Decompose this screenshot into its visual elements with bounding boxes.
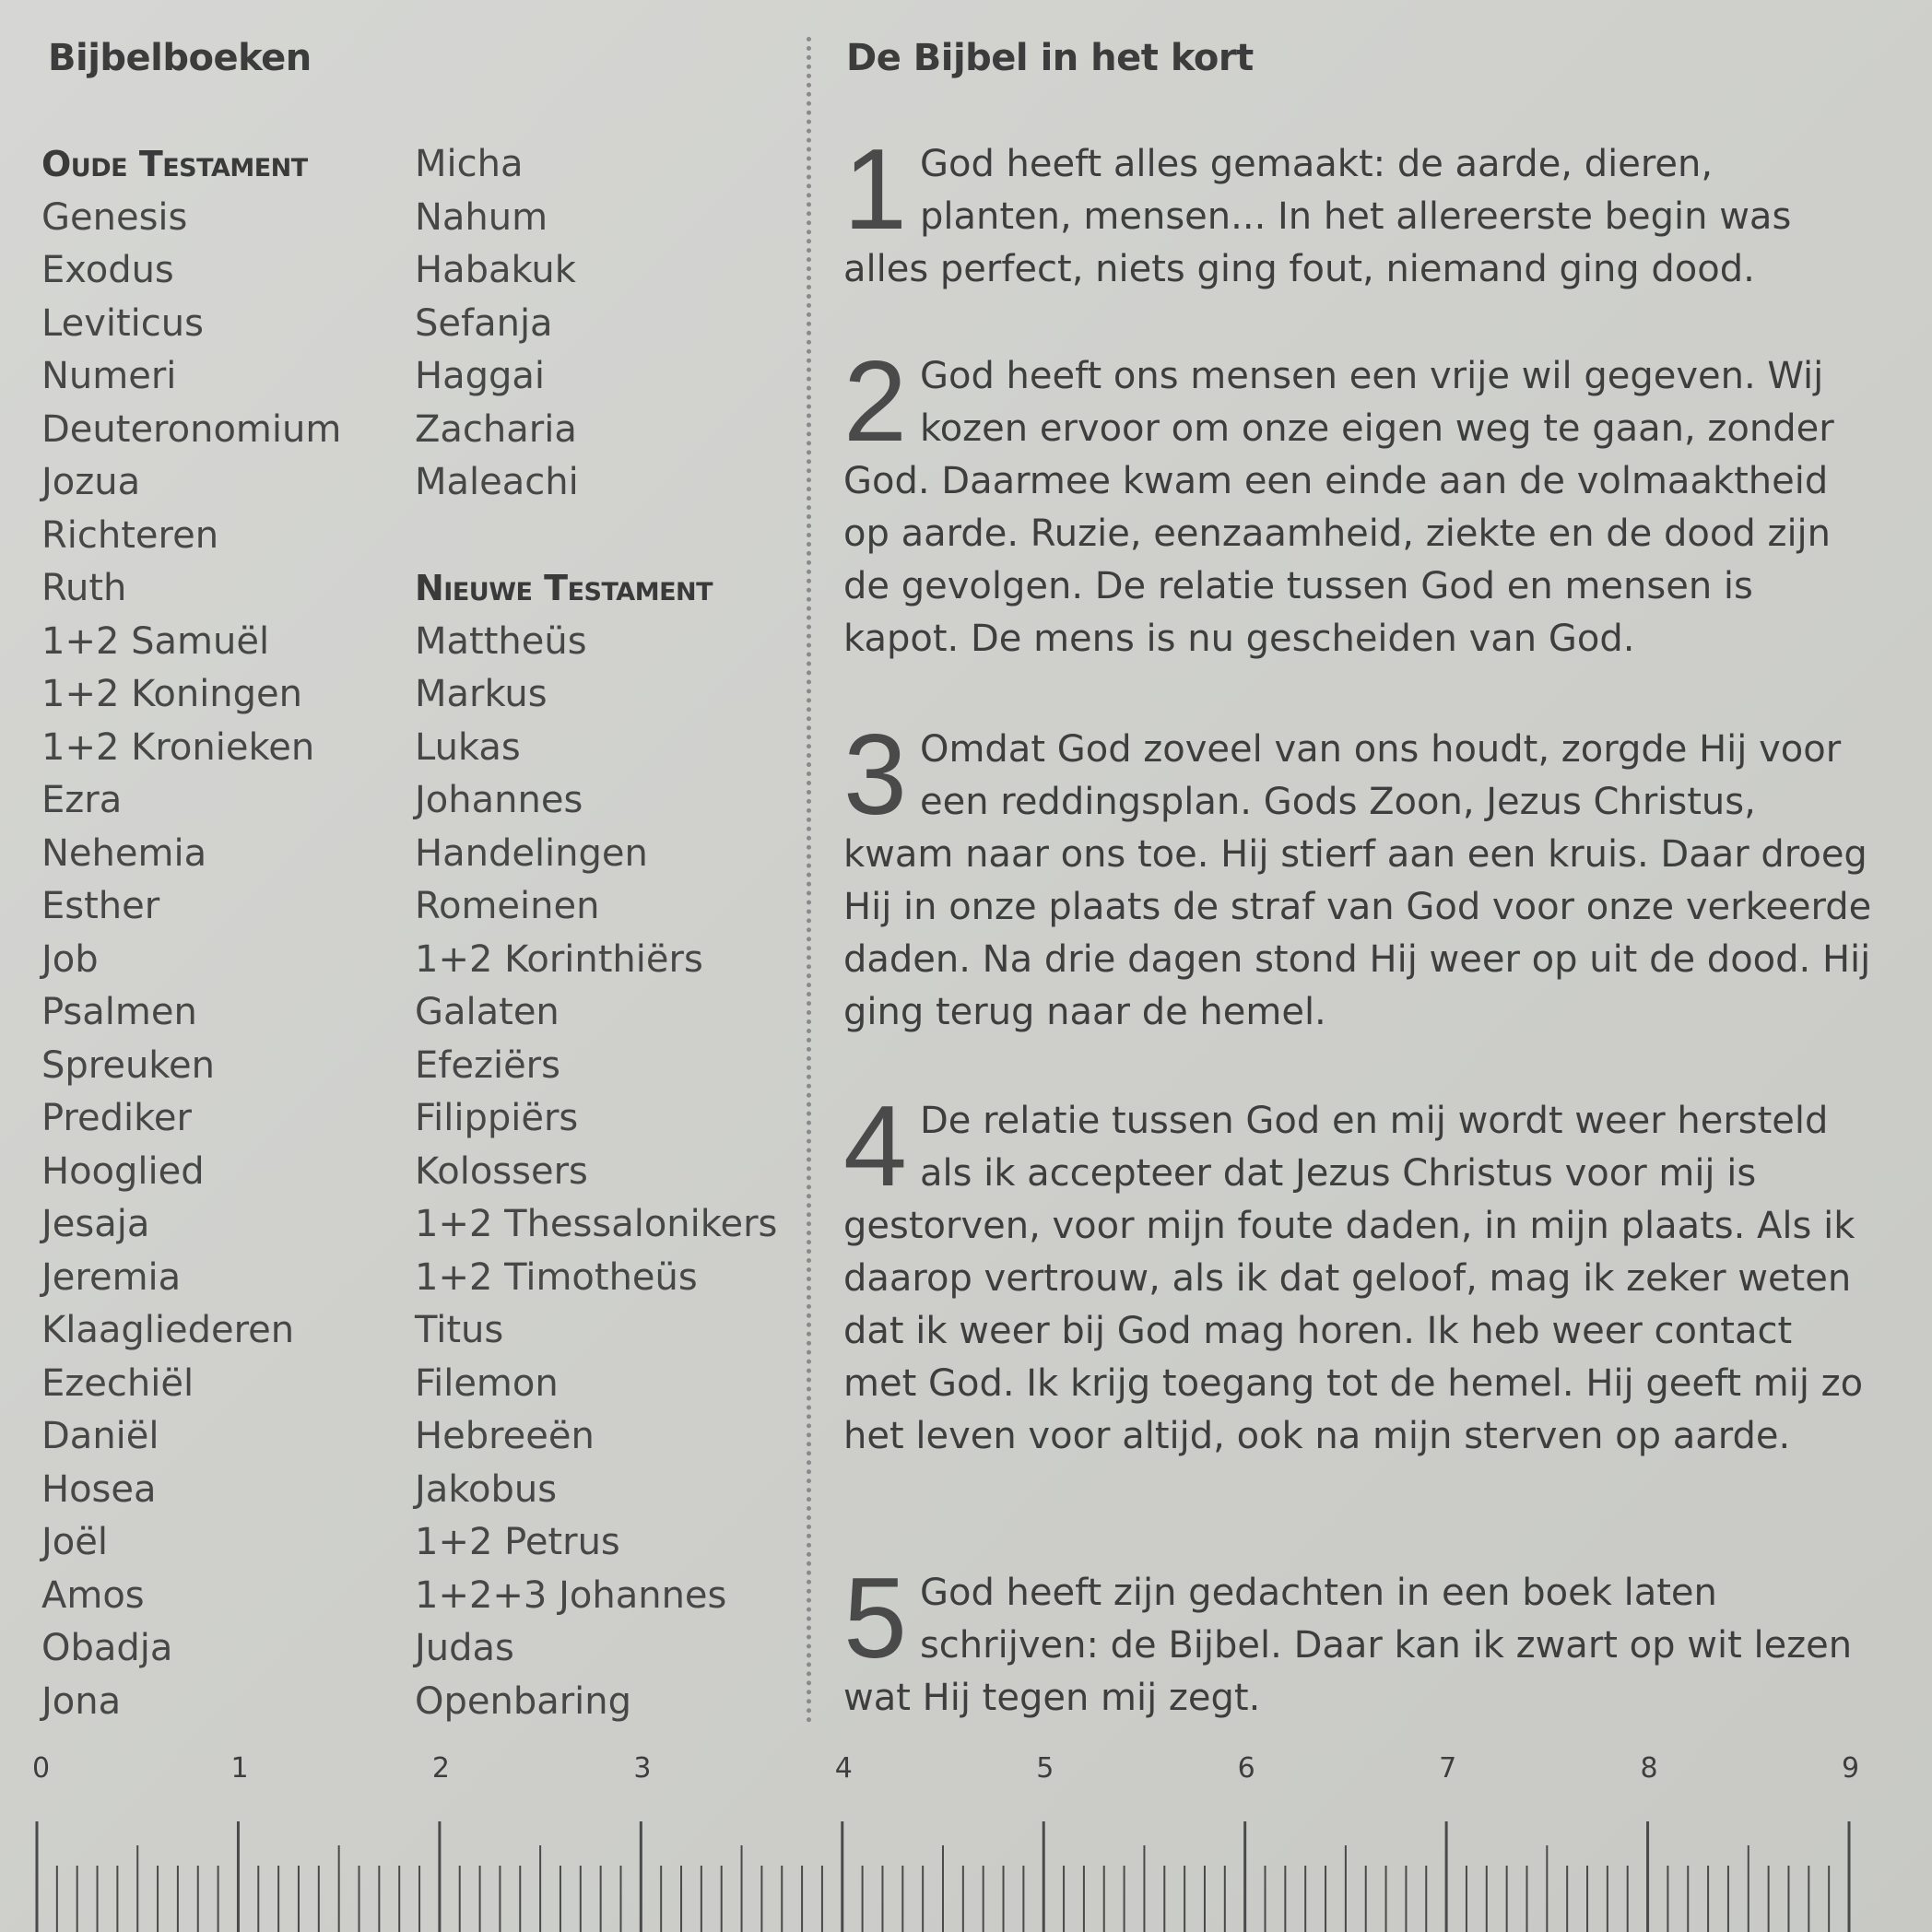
book-name: 1+2 Koningen [41,673,303,715]
ruler-label: 6 [1237,1752,1255,1785]
ruler-label: 9 [1842,1752,1860,1785]
book-name: Openbaring [415,1679,632,1723]
book-name: Hosea [41,1467,157,1511]
book-name: Kolossers [415,1149,588,1193]
paragraph-number: 5 [843,1555,907,1682]
ruler-label: 5 [1036,1752,1054,1785]
book-name: Johannes [415,779,583,821]
book-name: Leviticus [41,301,204,345]
book-name: Nehemia [41,831,207,875]
book-name: Richteren [41,513,219,557]
ruler-label: 4 [834,1752,853,1785]
book-name: Genesis [41,195,188,239]
book-name: Numeri [41,355,177,397]
book-name: Markus [415,673,548,715]
summary-heading: De Bijbel in het kort [846,37,1254,79]
book-name: 1+2 Timotheüs [415,1255,698,1299]
paragraph-text: God heeft alles gemaakt: de aarde, dieren, planten, mensen... In het allereerste begin was alles perfect, niets ging fout, niemand ging dood. [843,143,1792,290]
summary-paragraph-5 [843,1555,1876,1725]
paragraph-number: 3 [843,712,907,839]
book-name: Handelingen [415,831,648,875]
book-name: Klaagliederen [41,1309,295,1351]
book-name: Haggai [415,355,545,397]
summary-paragraph-2 [843,338,1876,666]
book-name: Prediker [41,1097,192,1139]
book-name: Obadja [41,1627,173,1669]
book-name: Sefanja [415,301,553,345]
book-name: Jozua [41,461,141,503]
book-name: 1+2 Korinthiërs [415,937,703,981]
summary-paragraph-4 [843,1083,1876,1463]
book-name: Zacharia [415,407,577,451]
book-name: Ezechiël [41,1361,194,1405]
list-spacer [415,510,777,563]
ruler-label: 8 [1640,1752,1658,1785]
paragraph-number: 2 [843,338,907,465]
book-name: Micha [415,143,524,185]
book-name: Judas [415,1627,514,1669]
book-list-column-1 [41,138,341,1728]
book-name: 1+2 Petrus [415,1521,620,1563]
book-name: Hooglied [41,1149,205,1193]
book-name: 1+2 Samuël [41,619,270,663]
book-name: 1+2+3 Johannes [415,1573,727,1617]
testament-label: Nieuwe Testament [415,568,713,608]
book-name: Efeziërs [415,1043,560,1087]
paragraph-number: 1 [843,126,907,253]
book-name: Amos [41,1573,145,1617]
book-name: Nahum [415,195,548,239]
book-list-column-2 [415,138,777,1728]
book-name: Jeremia [41,1255,182,1299]
book-name: Mattheüs [415,619,587,663]
book-name: Job [41,937,99,981]
book-name: 1+2 Thessalonikers [415,1203,778,1245]
book-name: Romeinen [415,885,600,927]
book-name: Psalmen [41,991,197,1033]
paragraph-text: God heeft ons mensen een vrije wil gegeven. Wij kozen ervoor om onze eigen weg te gaan, zonder God. Daarmee kwam een einde aan de volmaaktheid op aarde. Ruzie, eenzaamheid, ziekte en de dood zijn de gevolgen. De relatie tussen God en mensen is kapot. De mens is nu gescheiden van God. [843,355,1834,660]
dotted-divider [807,37,811,1724]
ruler-label: 3 [633,1752,652,1785]
summary-paragraph-1 [843,126,1876,296]
book-name: Ezra [41,779,123,821]
book-name: Habakuk [415,249,576,291]
book-name: Titus [415,1309,504,1351]
ruler-label: 7 [1439,1752,1457,1785]
book-name: Daniël [41,1415,159,1457]
book-name: Hebreeën [415,1415,595,1457]
ruler-label: 0 [32,1752,51,1785]
book-name: Galaten [415,991,560,1033]
book-name: Filippiërs [415,1097,579,1139]
testament-label: Oude Testament [41,144,308,184]
paragraph-number: 4 [843,1083,907,1210]
paragraph-text: God heeft zijn gedachten in een boek laten schrijven: de Bijbel. Daar kan ik zwart op wit lezen wat Hij tegen mij zegt. [843,1572,1853,1719]
book-name: Lukas [415,725,521,769]
book-name: Deuteronomium [41,407,342,451]
ruler [0,1733,1932,1932]
book-name: Ruth [41,567,127,609]
books-heading: Bijbelboeken [48,37,312,79]
book-name: Filemon [415,1361,559,1405]
ruler-label: 1 [230,1752,249,1785]
book-name: Joël [41,1521,108,1563]
book-name: Jona [41,1679,122,1723]
ruler-label: 2 [431,1752,450,1785]
paragraph-text: Omdat God zoveel van ons houdt, zorgde Hij voor een reddingsplan. Gods Zoon, Jezus Christus, kwam naar ons toe. Hij stierf aan een kruis. Daar droeg Hij in onze plaats de straf van God voor onze verkeerde daden. Na drie dagen stond Hij weer op uit de dood. Hij ging terug naar de hemel. [843,728,1872,1033]
paragraph-text: De relatie tussen God en mij wordt weer hersteld als ik accepteer dat Jezus Christus voor mij is gestorven, voor mijn foute daden, in mijn plaats. Als ik daarop vertrouw, als ik dat geloof, mag ik zeker weten dat ik weer bij God mag horen. Ik heb weer contact met God. Ik krijg toegang tot de hemel. Hij geeft mij zo het leven voor altijd, ook na mijn sterven op aarde. [843,1100,1864,1457]
summary-paragraph-3 [843,712,1876,1039]
book-name: Jesaja [41,1203,150,1245]
book-name: Exodus [41,249,174,291]
book-name: Jakobus [415,1467,558,1511]
book-name: Spreuken [41,1043,216,1087]
book-name: Maleachi [415,461,579,503]
book-name: 1+2 Kronieken [41,725,315,769]
book-name: Esther [41,885,160,927]
